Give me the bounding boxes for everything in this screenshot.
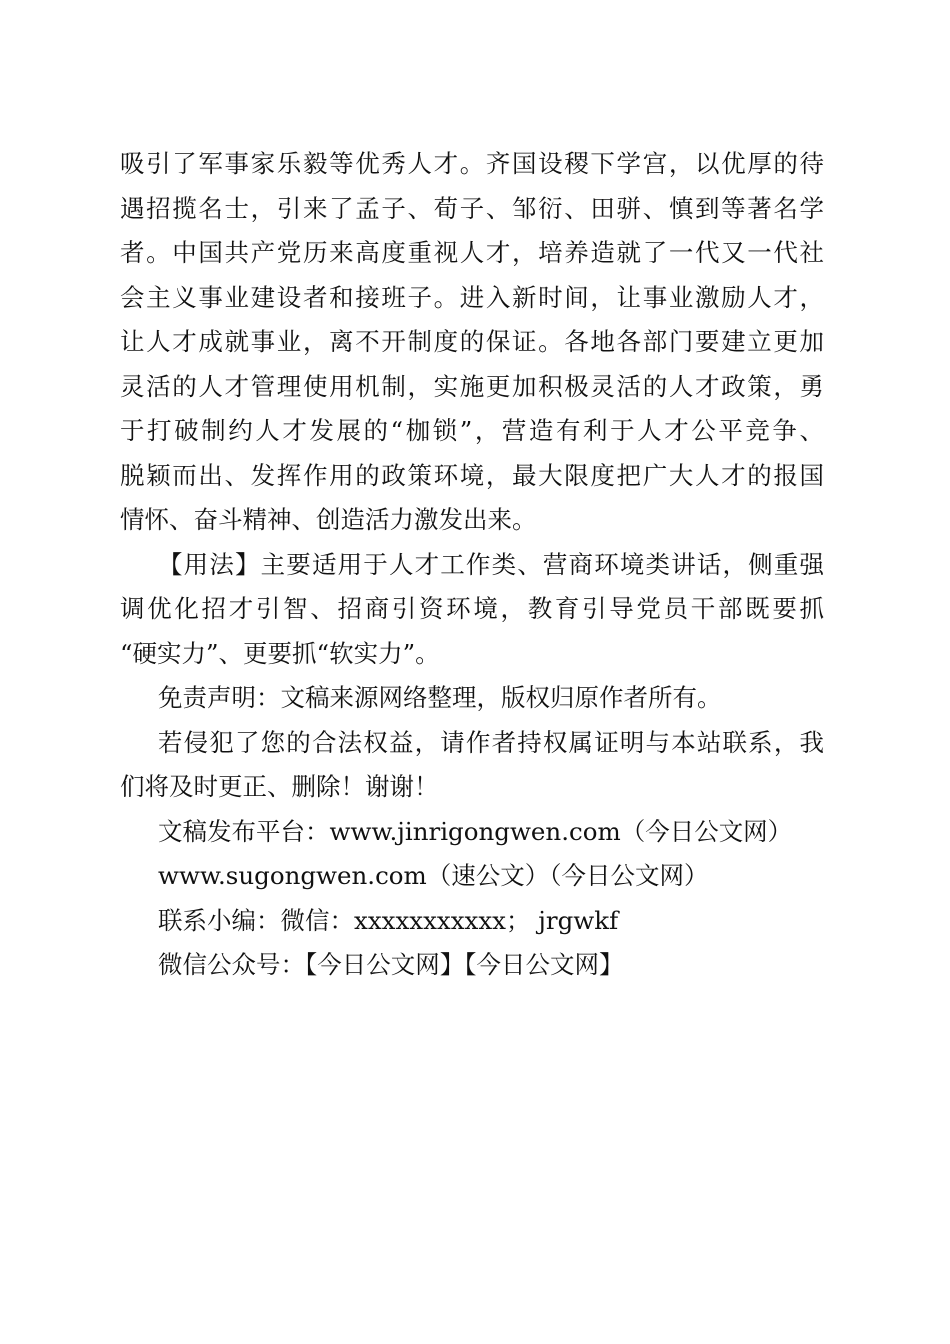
disclaimer-line: 免责声明：文稿来源网络整理，版权归原作者所有。 <box>158 683 722 712</box>
secondary-site: www.sugongwen.com（速公文）（今日公文网） <box>158 861 709 890</box>
paragraph-line: 吸引了军事家乐毅等优秀人才。齐国设稷下学宫，以优厚的待 <box>120 149 824 178</box>
document-body <box>120 142 824 988</box>
paragraph-usage <box>120 543 824 677</box>
publish-platform: 文稿发布平台：www.jinrigongwen.com（今日公文网） <box>158 816 793 846</box>
paragraph-line: 于打破制约人才发展的“枷锁”，营造有利于人才公平竞争、 <box>120 416 824 445</box>
paragraph-line: “硬实力”、更要抓“软实力”。 <box>120 638 440 668</box>
wechat-account: 微信公众号：【今日公文网】【今日公文网】 <box>158 950 624 979</box>
notice-line: 们将及时更正、删除！谢谢！ <box>120 772 439 801</box>
paragraph-line: 脱颖而出、发挥作用的政策环境，最大限度把广大人才的报国 <box>120 460 824 490</box>
paragraph-line: 【用法】主要适用于人才工作类、营商环境类讲话，侧重强 <box>158 549 824 579</box>
paragraph-line: 调优化招才引智、招商引资环境，教育引导党员干部既要抓 <box>120 594 824 623</box>
paragraph-line: 让人才成就事业，离不开制度的保证。各地各部门要建立更加 <box>120 327 824 356</box>
disclaimer <box>120 676 824 721</box>
paragraph-line: 者。中国共产党历来高度重视人才，培养造就了一代又一代社 <box>120 238 824 267</box>
paragraph-line: 遇招揽名士，引来了孟子、荀子、邹衍、田骈、慎到等著名学 <box>120 193 824 223</box>
notice-line: 若侵犯了您的合法权益，请作者持权属证明与本站联系，我 <box>158 727 824 757</box>
paragraph-talent-history <box>120 142 824 543</box>
paragraph-line: 会主义事业建设者和接班子。进入新时间，让事业激励人才， <box>120 282 824 312</box>
infringement-notice <box>120 721 824 810</box>
paragraph-line: 灵活的人才管理使用机制，实施更加积极灵活的人才政策，勇 <box>120 371 824 401</box>
contact-info: 联系小编：微信：xxxxxxxxxxx； jrgwkf <box>158 905 619 935</box>
paragraph-line: 情怀、奋斗精神、创造活力激发出来。 <box>120 505 537 534</box>
publish-info <box>120 810 824 988</box>
